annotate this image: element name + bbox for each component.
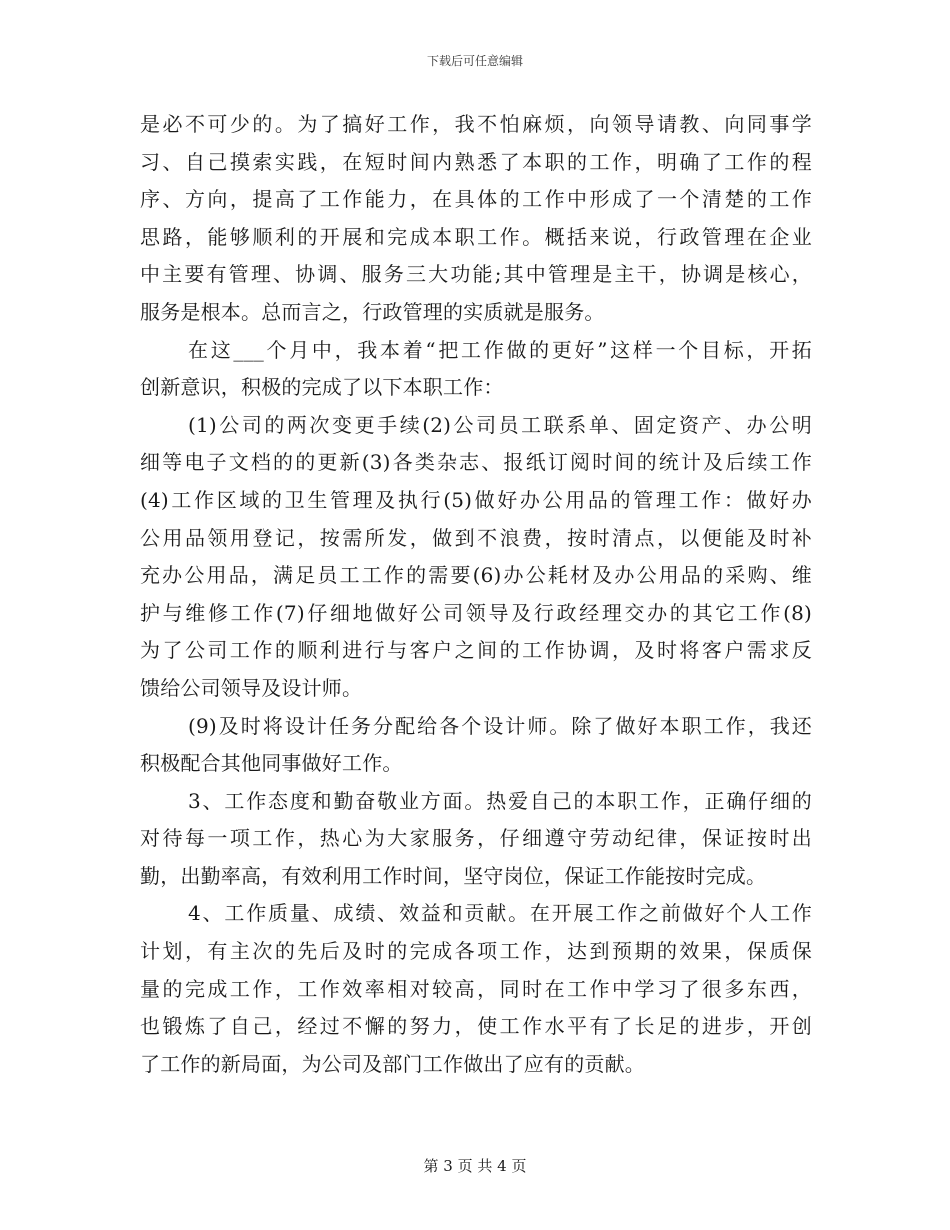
text-line: 了工作的新局面，为公司及部门工作做出了应有的贡献。 <box>140 1051 645 1076</box>
text-line: 服务是根本。总而言之，行政管理的实质就是服务。 <box>140 299 605 324</box>
text-line: (4)工作区域的卫生管理及执行(5)做好办公用品的管理工作：做好办 <box>140 487 812 512</box>
text-line: 在这___个月中，我本着“把工作做的更好”这样一个目标，开拓 <box>188 337 812 362</box>
text-line: (9)及时将设计任务分配给各个设计师。除了做好本职工作，我还 <box>188 713 812 738</box>
text-line: 思路，能够顺利的开展和完成本职工作。概括来说，行政管理在企业 <box>140 224 812 249</box>
text-line: 4、工作质量、成绩、效益和贡献。在开展工作之前做好个人工作 <box>188 901 812 926</box>
text-line: 充办公用品，满足员工工作的需要(6)办公耗材及办公用品的采购、维 <box>140 563 812 588</box>
paragraph <box>140 407 812 708</box>
text-line: 序、方向，提高了工作能力，在具体的工作中形成了一个清楚的工作 <box>140 187 812 212</box>
text-line: 是必不可少的。为了搞好工作，我不怕麻烦，向领导请教、向同事学 <box>140 112 812 136</box>
text-line: 为了公司工作的顺利进行与客户之间的工作协调，及时将客户需求反 <box>140 638 812 663</box>
text-line: 也锻炼了自己，经过不懈的努力，使工作水平有了长足的进步，开创 <box>140 1014 812 1039</box>
text-line: 细等电子文档的的更新(3)各类杂志、报纸订阅时间的统计及后续工作 <box>140 450 812 475</box>
text-line: 公用品领用登记，按需所发，做到不浪费，按时清点，以便能及时补 <box>140 525 812 550</box>
paragraph <box>140 106 812 332</box>
text-line: (1)公司的两次变更手续(2)公司员工联系单、固定资产、办公明 <box>188 412 812 437</box>
page-header: 下载后可任意编辑 <box>426 54 523 68</box>
paragraph <box>140 895 812 1083</box>
text-line: 创新意识，积极的完成了以下本职工作： <box>140 375 504 400</box>
text-line: 3、工作态度和勤奋敬业方面。热爱自己的本职工作，正确仔细的 <box>188 788 812 813</box>
text-line: 计划，有主次的先后及时的完成各项工作，达到预期的效果，保质保 <box>140 939 812 964</box>
text-line: 中主要有管理、协调、服务三大功能;其中管理是主干，协调是核心， <box>140 262 812 287</box>
text-line: 积极配合其他同事做好工作。 <box>140 751 403 776</box>
page-footer: 第 3 页 共 4 页 <box>423 1157 527 1175</box>
text-line: 对待每一项工作，热心为大家服务，仔细遵守劳动纪律，保证按时出 <box>140 826 812 851</box>
text-line: 量的完成工作，工作效率相对较高，同时在工作中学习了很多东西， <box>140 976 812 1001</box>
paragraph <box>140 708 812 783</box>
text-line: 习、自己摸索实践，在短时间内熟悉了本职的工作，明确了工作的程 <box>140 149 812 174</box>
paragraph <box>140 783 812 896</box>
text-line: 勤，出勤率高，有效利用工作时间，坚守岗位，保证工作能按时完成。 <box>140 863 767 888</box>
paragraph <box>140 332 812 407</box>
document-body <box>140 106 812 1083</box>
text-line: 护与维修工作(7)仔细地做好公司领导及行政经理交办的其它工作(8) <box>140 600 812 625</box>
text-line: 馈给公司领导及设计师。 <box>140 675 363 700</box>
